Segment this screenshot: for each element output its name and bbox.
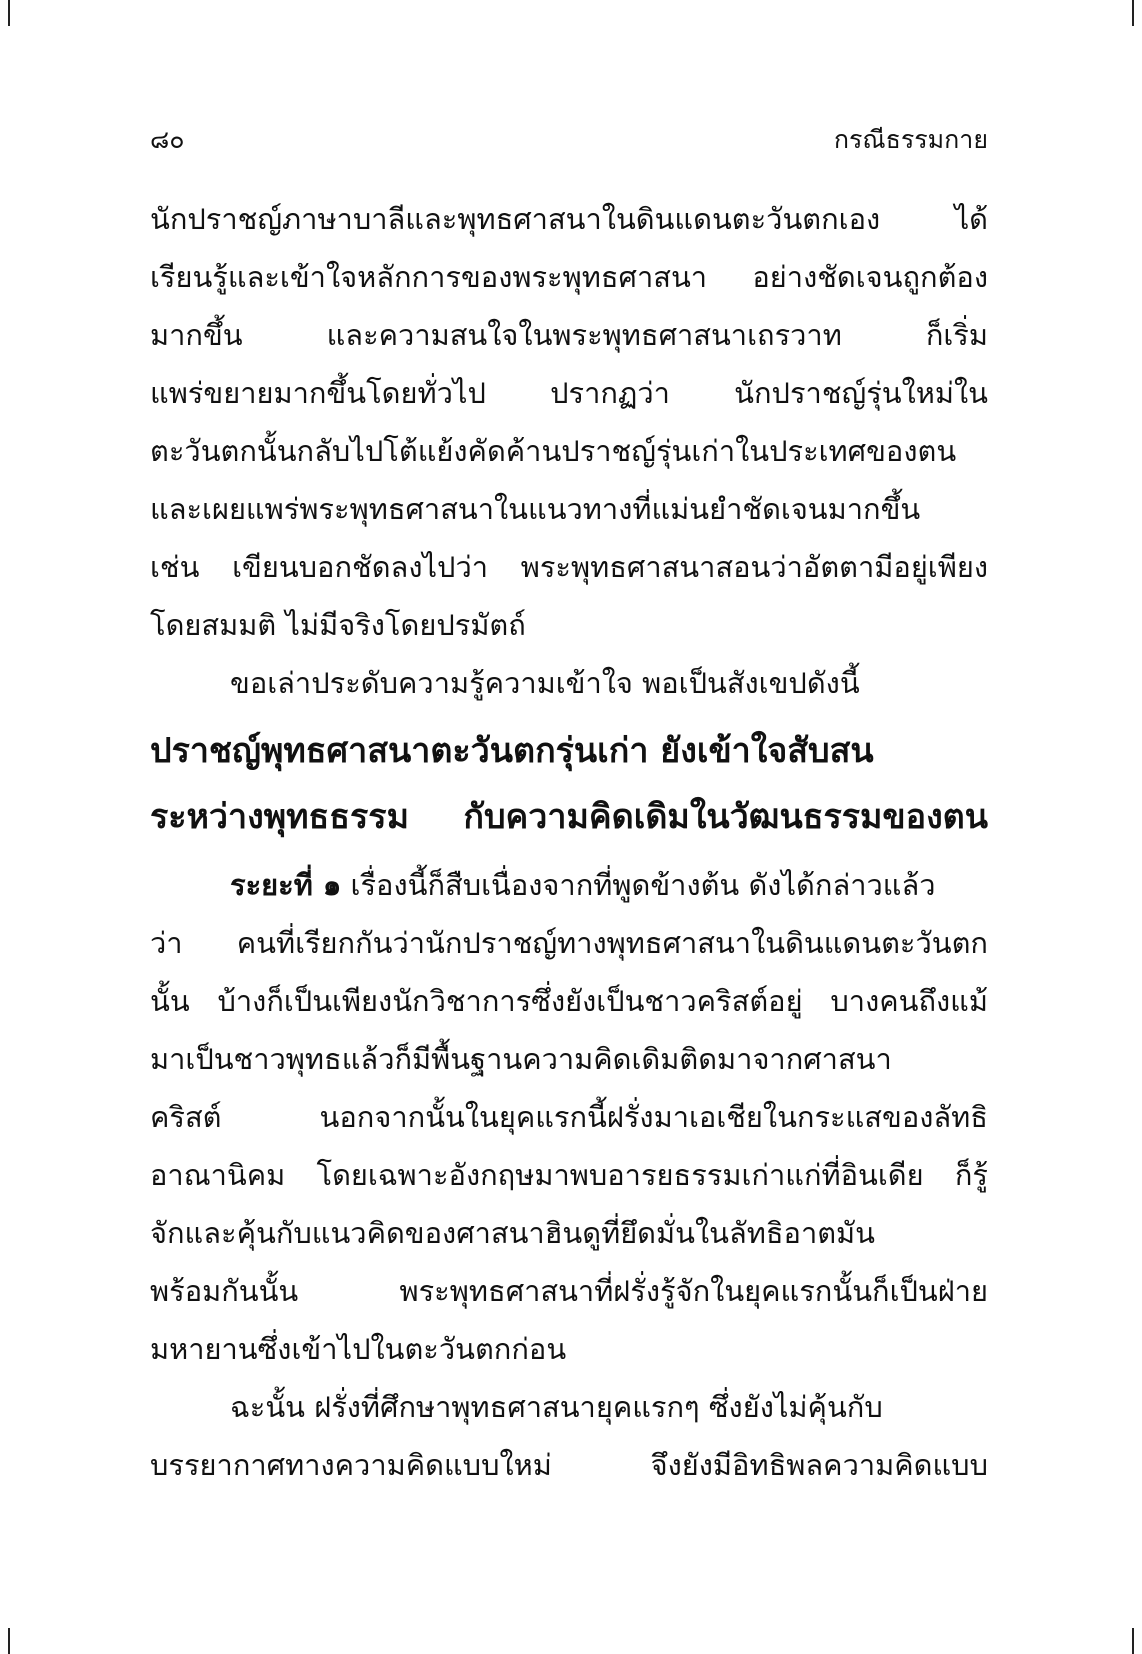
text-line: โดยสมมติ ไม่มีจริงโดยปรมัตถ์ <box>150 608 526 642</box>
text-line: ฉะนั้น ฝรั่งที่ศึกษาพุทธศาสนายุคแรกๆ ซึ่งยังไม่คุ้นกับ <box>230 1390 883 1424</box>
text-line: พร้อมกันนั้น พระพุทธศาสนาที่ฝรั่งรู้จักในยุคแรกนั้นก็เป็นฝ่าย <box>150 1274 988 1308</box>
text-line: มาเป็นชาวพุทธแล้วก็มีพื้นฐานความคิดเดิมติดมาจากศาสนา <box>150 1042 892 1076</box>
crop-mark-top-right <box>1132 0 1134 26</box>
heading-line: ปราชญ์พุทธศาสนาตะวันตกรุ่นเก่า ยังเข้าใจสับสน <box>150 731 874 771</box>
crop-mark-top-left <box>8 0 10 26</box>
text-line: บรรยากาศทางความคิดแบบใหม่ จึงยังมีอิทธิพลความคิดแบบ <box>150 1448 988 1482</box>
text-line <box>150 856 988 914</box>
text-line: แพร่ขยายมากขึ้นโดยทั่วไป ปรากฏว่า นักปราชญ์รุ่นใหม่ใน <box>150 376 988 410</box>
section-heading <box>150 718 988 850</box>
text-line: ตะวันตกนั้นกลับไปโต้แย้งคัดค้านปราชญ์รุ่นเก่าในประเทศของตน <box>150 434 957 468</box>
phase-label: ระยะที่ ๑ <box>230 868 342 902</box>
text-line: จักและคุ้นกับแนวคิดของศาสนาฮินดูที่ยึดมั่นในลัทธิอาตมัน <box>150 1216 875 1250</box>
text-line: มากขึ้น และความสนใจในพระพุทธศาสนาเถรวาท ก็เริ่ม <box>150 318 988 352</box>
text-run: เรื่องนี้ก็สืบเนื่องจากที่พูดข้างต้น ดังได้กล่าวแล้ว <box>341 868 936 902</box>
page-header <box>150 122 988 162</box>
text-line: คริสต์ นอกจากนั้นในยุคแรกนี้ฝรั่งมาเอเชียในกระแสของลัทธิ <box>150 1100 988 1134</box>
text-line: เช่น เขียนบอกชัดลงไปว่า พระพุทธศาสนาสอนว่าอัตตามีอยู่เพียง <box>150 550 988 584</box>
text-line: นั้น บ้างก็เป็นเพียงนักวิชาการซึ่งยังเป็นชาวคริสต์อยู่ บางคนถึงแม้ <box>150 984 988 1018</box>
paragraph-continued <box>150 190 988 712</box>
text-line: และเผยแพร่พระพุทธศาสนาในแนวทางที่แม่นยำชัดเจนมากขึ้น <box>150 492 921 526</box>
page-number: ๘๐ <box>150 125 185 154</box>
heading-line: ระหว่างพุทธธรรม กับความคิดเดิมในวัฒนธรรมของตน <box>150 797 988 837</box>
text-line: มหายานซึ่งเข้าไปในตะวันตกก่อน <box>150 1332 567 1366</box>
paragraph-phase-one <box>150 856 988 1494</box>
text-line: นักปราชญ์ภาษาบาลีและพุทธศาสนาในดินแดนตะวันตกเอง ได้ <box>150 202 988 236</box>
text-line: ว่า คนที่เรียกกันว่านักปราชญ์ทางพุทธศาสนาในดินแดนตะวันตก <box>150 926 988 960</box>
crop-mark-bottom-right <box>1132 1628 1134 1654</box>
running-title: กรณีธรรมกาย <box>833 125 988 154</box>
text-line: ขอเล่าประดับความรู้ความเข้าใจ พอเป็นสังเขปดังนี้ <box>230 666 860 700</box>
text-line: เรียนรู้และเข้าใจหลักการของพระพุทธศาสนา อย่างชัดเจนถูกต้อง <box>150 260 988 294</box>
crop-mark-bottom-left <box>8 1628 10 1654</box>
text-line: อาณานิคม โดยเฉพาะอังกฤษมาพบอารยธรรมเก่าแก่ที่อินเดีย ก็รู้ <box>150 1158 988 1192</box>
